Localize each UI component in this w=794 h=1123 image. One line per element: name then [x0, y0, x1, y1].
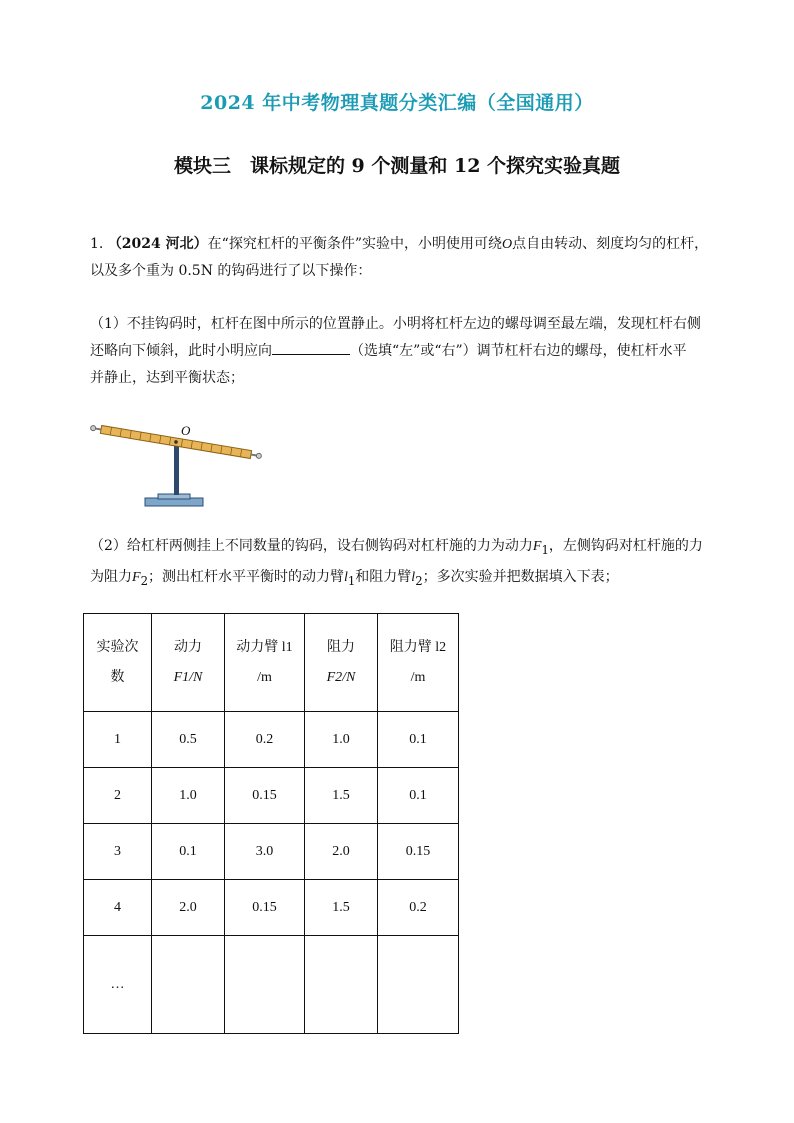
- table-cell: 0.15: [378, 824, 459, 880]
- f2-subscript: 2: [140, 573, 148, 588]
- table-cell: 2.0: [305, 824, 378, 880]
- f1-subscript: 1: [541, 542, 549, 557]
- point-o-label: O: [501, 237, 513, 252]
- table-cell: [378, 936, 459, 1034]
- table-cell: 3: [84, 824, 152, 880]
- part1-line1: （1）不挂钩码时，杠杆在图中所示的位置静止。小明将杠杆左边的螺母调至最左端，发现杠杆右侧: [90, 316, 701, 332]
- table-cell: [225, 936, 305, 1034]
- pivot-o-label: O: [181, 423, 191, 438]
- table-cell: 2: [84, 768, 152, 824]
- table-cell: 0.5: [152, 712, 225, 768]
- table-cell: 1.0: [152, 768, 225, 824]
- table-cell: [152, 936, 225, 1034]
- table-cell: 1.0: [305, 712, 378, 768]
- answer-blank[interactable]: [272, 338, 350, 355]
- table-cell: 3.0: [225, 824, 305, 880]
- question-source: （2024 河北）: [107, 236, 208, 252]
- experiment-data-table: [83, 613, 459, 1034]
- l1-symbol: l: [343, 569, 348, 585]
- table-cell: [305, 936, 378, 1034]
- header-cell: 动力 F1/N: [152, 614, 225, 712]
- header-cell: 阻力臂 l2 /m: [378, 614, 459, 712]
- module-subtitle: 模块三 课标规定的 9 个测量和 12 个探究实验真题: [173, 155, 621, 177]
- table-cell: 0.2: [378, 880, 459, 936]
- table-cell: 1.5: [305, 768, 378, 824]
- l1-subscript: 1: [347, 573, 356, 588]
- f1-symbol: F: [532, 539, 542, 554]
- part1-line2-b: （选填“左”或“右”）调节杠杆右边的螺母，使杠杆水平: [350, 343, 687, 359]
- table-row: [84, 936, 459, 1034]
- part2-line2-a: 为阻力: [90, 568, 132, 585]
- l2-symbol: l: [411, 569, 416, 585]
- table-cell: 2.0: [152, 880, 225, 936]
- part2-paragraph: [90, 533, 710, 595]
- table-cell: …: [84, 936, 152, 1034]
- header-cell: 阻力 F2/N: [305, 614, 378, 712]
- table-cell: 1: [84, 712, 152, 768]
- table-cell: 0.1: [378, 712, 459, 768]
- l2-subscript: 2: [415, 573, 423, 588]
- table-row: [84, 768, 459, 824]
- document-title: 2024 年中考物理真题分类汇编（全国通用）: [200, 92, 594, 114]
- table-cell: 0.1: [152, 824, 225, 880]
- intro-text-b: 点自由转动、刻度均匀的杠杆，: [512, 236, 709, 252]
- table-cell: 4: [84, 880, 152, 936]
- part2-line1-a: （2）给杠杆两侧挂上不同数量的钩码，设右侧钩码对杠杆施的力为动力: [90, 538, 533, 554]
- header-cell: 实验次 数: [84, 614, 152, 712]
- table-cell: 1.5: [305, 880, 378, 936]
- table-cell: 0.2: [225, 712, 305, 768]
- part1-line3: 并静止，达到平衡状态；: [90, 370, 244, 386]
- table-row: [84, 824, 459, 880]
- question-number: 1.: [90, 236, 104, 252]
- part2-line2-b: ；测出杠杆水平平衡时的动力臂: [147, 568, 344, 585]
- question-intro: [90, 231, 710, 285]
- section-divider: [240, 201, 540, 209]
- part2-line1-b: ，左侧钩码对杠杆施的力: [548, 538, 703, 554]
- table-cell: 0.15: [225, 880, 305, 936]
- intro-text-a: 在“探究杠杆的平衡条件”实验中，小明使用可绕: [207, 236, 502, 252]
- part2-line2-c: 和阻力臂: [355, 568, 412, 585]
- table-row: [84, 712, 459, 768]
- table-cell: 0.1: [378, 768, 459, 824]
- part2-line2-d: ；多次实验并把数据填入下表；: [422, 568, 619, 585]
- f2-symbol: F: [132, 569, 141, 585]
- part1-line2-a: 还略向下倾斜，此时小明应向: [90, 343, 272, 359]
- table-cell: 0.15: [225, 768, 305, 824]
- table-row: [84, 880, 459, 936]
- table-header-row: [84, 614, 459, 712]
- header-cell: 动力臂 l1 /m: [225, 614, 305, 712]
- intro-text-line2: 以及多个重为 0.5N 的钩码进行了以下操作：: [90, 263, 372, 279]
- lever-figure: [88, 410, 268, 512]
- part1-paragraph: [90, 311, 710, 392]
